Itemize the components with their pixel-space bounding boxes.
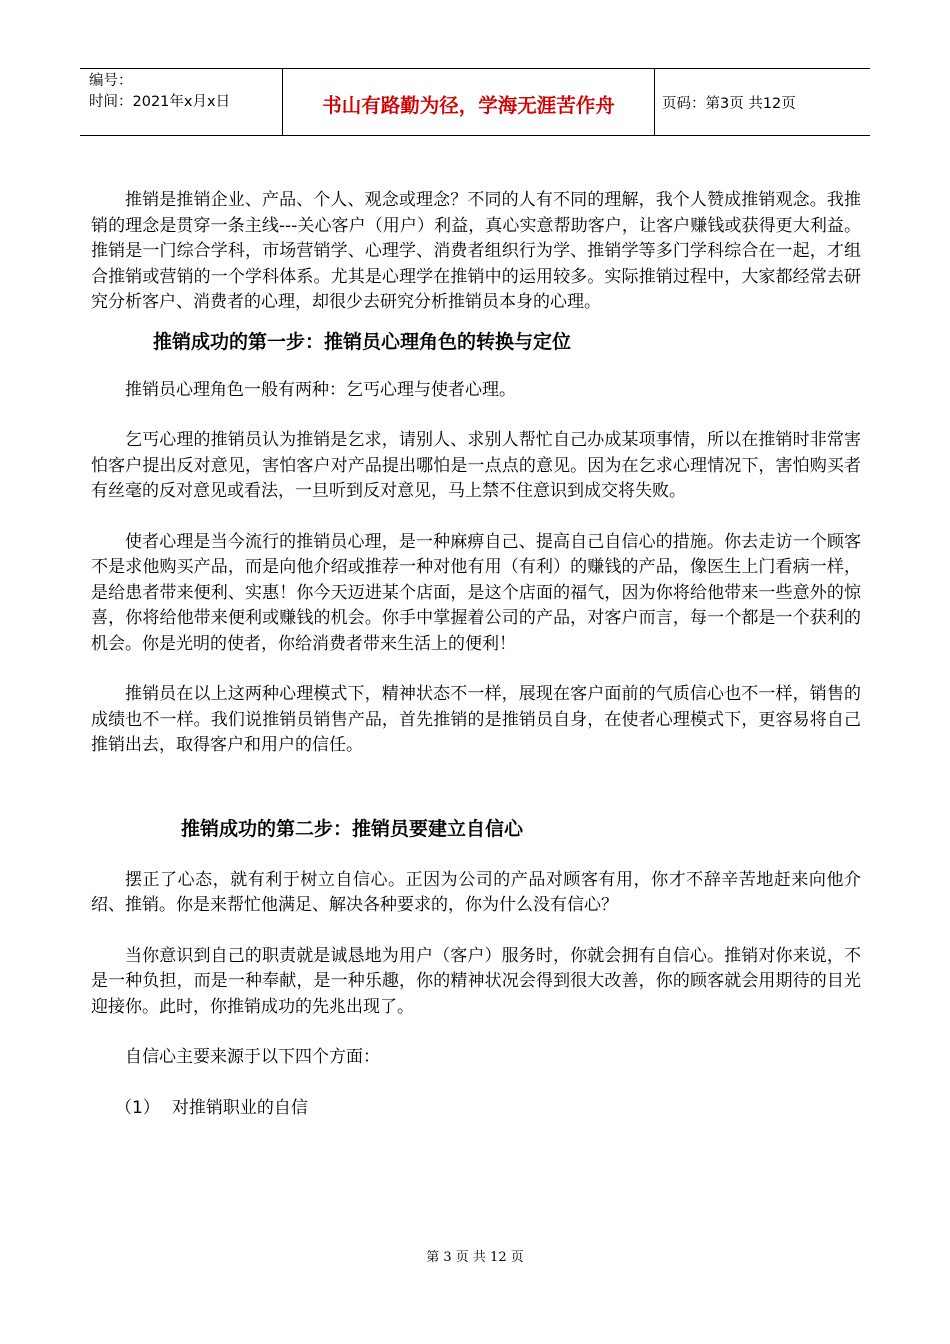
- section-heading-step2: 推销成功的第二步：推销员要建立自信心: [181, 817, 524, 840]
- document-body: [91, 188, 861, 1121]
- paragraph: 推销员在以上这两种心理模式下，精神状态不一样，展现在客户面前的气质信心也不一样，销售的成绩也不一样。我们说推销员销售产品，首先推销的是推销员自身，在使者心理模式下，更容易将自己推销出去，取得客户和用户的信任。: [91, 684, 861, 755]
- header-page-info: 页码：第3页 共12页: [662, 95, 796, 112]
- section-heading-step1: 推销成功的第一步：推销员心理角色的转换与定位: [153, 330, 572, 353]
- page-header: [80, 68, 870, 136]
- header-meta: [80, 69, 283, 135]
- paragraph: 使者心理是当今流行的推销员心理，是一种麻痹自己、提高自己自信心的措施。你去走访一个顾客不是求他购买产品，而是向他介绍或推荐一种对他有用（有利）的赚钱的产品，像医生上门看病一样，是给患者带来便利、实惠！你今天迈进某个店面，是这个店面的福气，因为你将给他带来一些意外的惊喜，你将给他带来便利或赚钱的机会。你手中掌握着公司的产品，对客户而言，每一个都是一个获利的机会。你是光明的使者，你给消费者带来生活上的便利！: [91, 531, 861, 654]
- header-motto: 书山有路勤为径，学海无涯苦作舟: [283, 69, 655, 135]
- paragraph: 推销员心理角色一般有两种：乞丐心理与使者心理。: [125, 379, 516, 400]
- page-footer: 第 3 页 共 12 页: [426, 1250, 524, 1265]
- paragraph: 当你意识到自己的职责就是诚恳地为用户（客户）服务时，你就会拥有自信心。推销对你来说，不是一种负担，而是一种奉献，是一种乐趣，你的精神状况会得到很大改善，你的顾客就会用期待的目光迎接你。此时，你推销成功的先兆出现了。: [91, 945, 861, 1017]
- paragraph: 自信心主要来源于以下四个方面：: [125, 1047, 380, 1067]
- paragraph: 摆正了心态，就有利于树立自信心。正因为公司的产品对顾客有用，你才不辞辛苦地赶来向他介绍、推销。你是来帮忙他满足、解决各种要求的，你为什么没有信心？: [91, 869, 861, 915]
- doc-time-label: 时间：2021年x月x日: [89, 94, 231, 110]
- list-item-text: 对推销职业的自信: [171, 1097, 308, 1118]
- paragraph: 乞丐心理的推销员认为推销是乞求，请别人、求别人帮忙自己办成某项事情，所以在推销时非常害怕客户提出反对意见，害怕客户对产品提出哪怕是一点点的意见。因为在乞求心理情况下，害怕购买者有丝毫的反对意见或看法，一旦听到反对意见，马上禁不住意识到成交将失败。: [91, 430, 861, 501]
- intro-paragraph: 推销是推销企业、产品、个人、观念或理念？不同的人有不同的理解，我个人赞成推销观念。我推销的理念是贯穿一条主线---关心客户（用户）利益，真心实意帮助客户，让客户赚钱或获得更大利益。推销是一门综合学科，市场营销学、心理学、消费者组织行为学、推销学等多门学科综合在一起，才组合推销或营销的一个学科体系。尤其是心理学在推销中的运用较多。实际推销过程中，大家都经常去研究分析客户、消费者的心理，却很少去研究分析推销员本身的心理。: [91, 190, 861, 312]
- doc-number-label: 编号：: [89, 73, 133, 89]
- list-marker: （1）: [115, 1097, 160, 1118]
- list-item: [91, 1096, 861, 1122]
